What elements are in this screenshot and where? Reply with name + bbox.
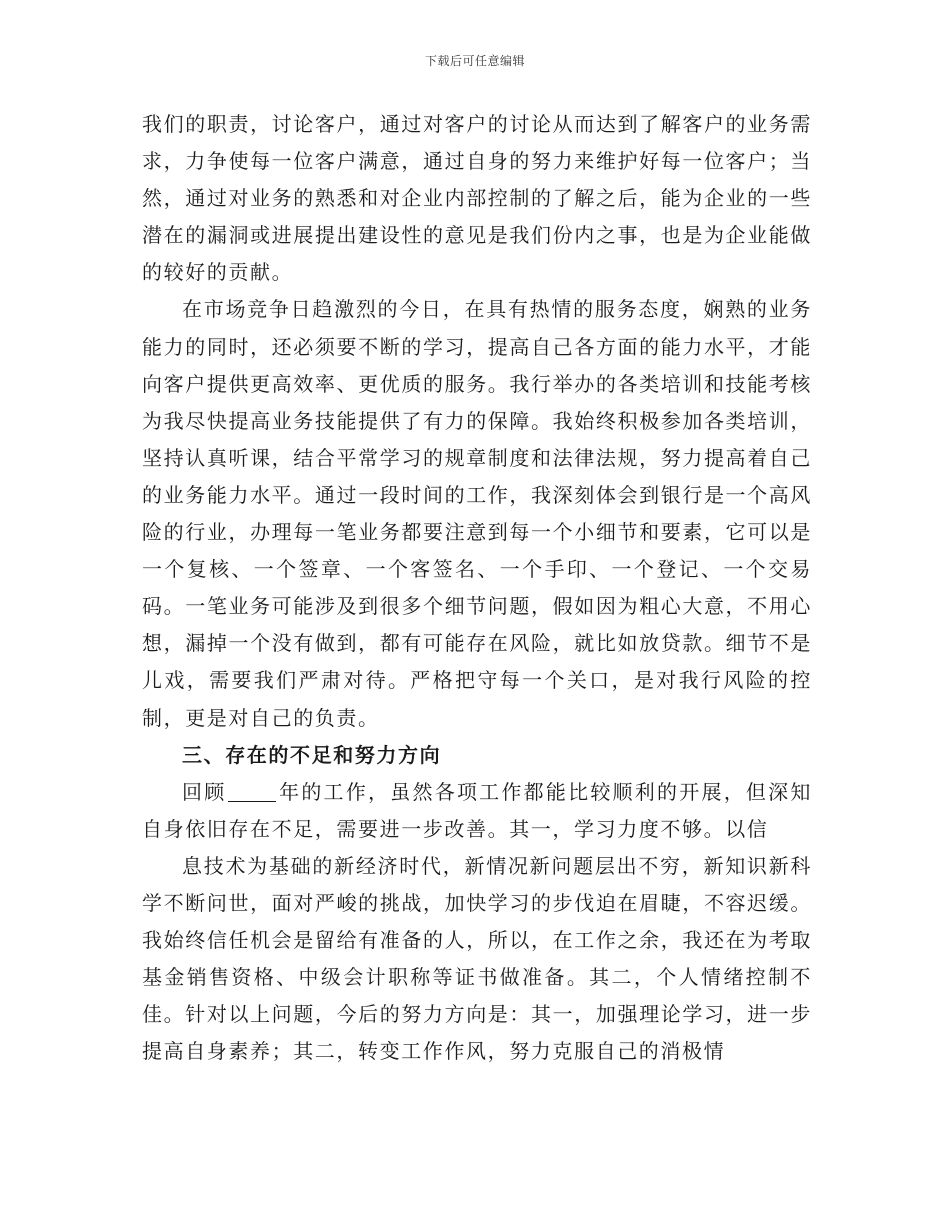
paragraph-duties: 我们的职责，讨论客户，通过对客户的讨论从而达到了解客户的业务需求，力争使每一位客户满意，通过自身的努力来维护好每一位客户；当然，通过对业务的熟悉和对企业内部控制的了解之后，能为企业的一些潜在的漏洞或进展提出建设性的意见是我们份内之事，也是为企业能做的较好的贡献。 xyxy=(142,112,812,285)
paragraph-learning: 在市场竞争日趋激烈的今日，在具有热情的服务态度，娴熟的业务能力的同时，还必须要不断的学习，提高自己各方面的能力水平，才能向客户提供更高效率、更优质的服务。我行举办的各类培训和技能考核为我尽快提高业务技能提供了有力的保障。我始终积极参加各类培训，坚持认真听课，结合平常学习的规章制度和法律法规，努力提高着自己的业务能力水平。通过一段时间的工作，我深刻体会到银行是一个高风险的行业，办理每一笔业务都要注意到每一个小细节和要素，它可以是一个复核、一个签章、一个客签名、一个手印、一个登记、一个交易码。一笔业务可能涉及到很多个细节问题，假如因为粗心大意，不用心想，漏掉一个没有做到，都有可能存在风险，就比如放贷款。细节不是儿戏，需要我们严肃对待。严格把守每一个关口，是对我行风险的控制，更是对自己的负责。 xyxy=(142,297,812,730)
section-heading-shortcomings: 三、存在的不足和努力方向 xyxy=(182,742,442,767)
document-body xyxy=(142,106,812,1070)
paragraph-review xyxy=(142,774,812,848)
paragraph-improvement: 息技术为基础的新经济时代，新情况新问题层出不穷，新知识新科学不断问世，面对严峻的挑战，加快学习的步伐迫在眉睫，不容迟缓。我始终信任机会是留给有准备的人，所以，在工作之余，我还在为考取基金销售资格、中级会计职称等证书做准备。其二，个人情绪控制不佳。针对以上问题，今后的努力方向是：其一，加强理论学习，进一步提高自身素养；其二，转变工作作风，努力克服自己的消极情 xyxy=(142,853,812,1064)
year-blank-underline xyxy=(228,781,276,802)
review-text-end: 年的工作，虽然各项工作都能比较顺利的开展，但深知自身依旧存在不足，需要进一步改善。其一，学习力度不够。以信 xyxy=(142,779,812,841)
page-header: 下载后可任意编辑 xyxy=(424,54,525,68)
review-text-start: 回顾 xyxy=(182,779,227,804)
